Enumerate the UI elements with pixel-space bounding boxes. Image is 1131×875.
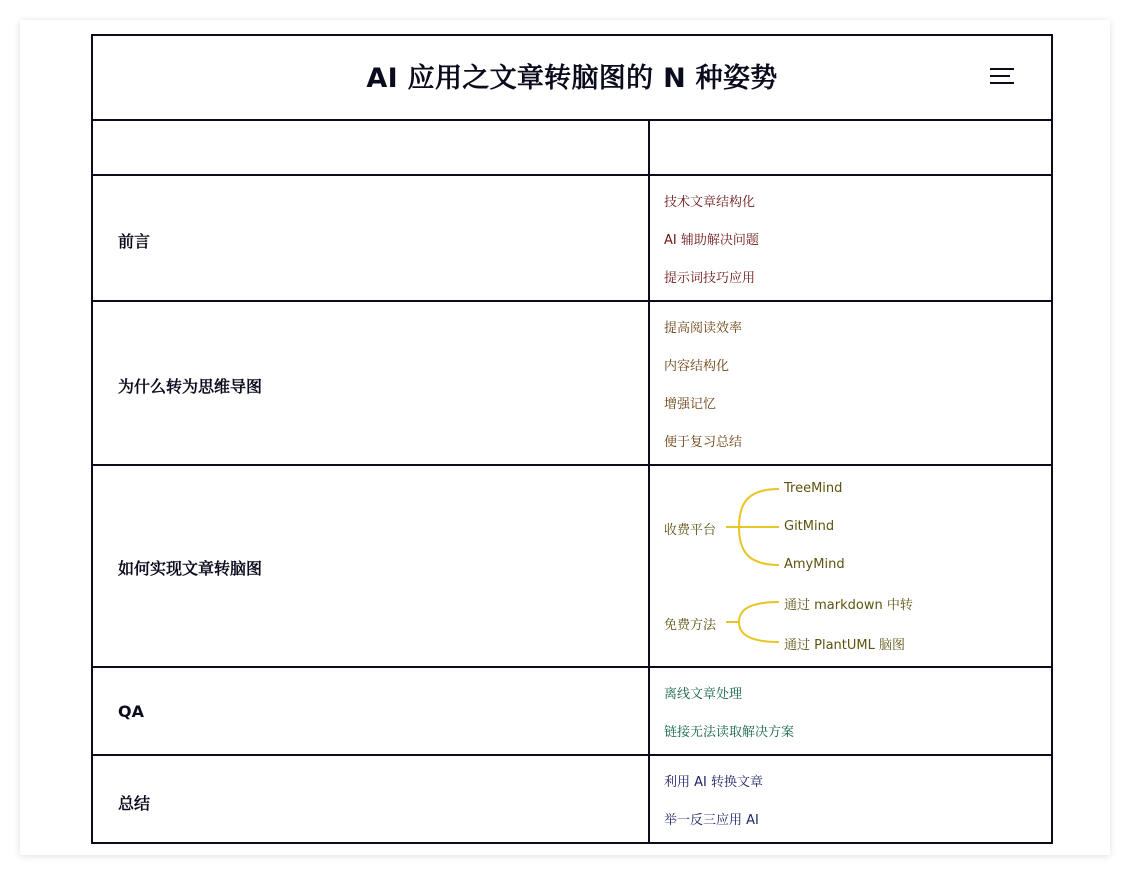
leaf-item: 通过 markdown 中转 xyxy=(784,598,913,613)
title-bar xyxy=(93,36,1051,121)
subtopic-item: 离线文章处理 xyxy=(664,687,743,702)
leaf-item: 通过 PlantUML 脑图 xyxy=(784,638,905,653)
branch-label: 免费方法 xyxy=(664,618,717,633)
page-title: AI 应用之文章转脑图的 N 种姿势 xyxy=(366,63,778,94)
subtopic-item: 利用 AI 转换文章 xyxy=(664,775,763,790)
topic-label: 前言 xyxy=(118,232,151,251)
mindmap-table xyxy=(91,34,1053,844)
table-row xyxy=(93,302,1051,466)
topic-label: 总结 xyxy=(118,794,151,813)
table-row xyxy=(93,466,1051,668)
table-row xyxy=(93,176,1051,302)
branch-label: 收费平台 xyxy=(664,523,717,538)
table-row xyxy=(93,756,1051,842)
mindmap-card xyxy=(20,20,1110,855)
leaf-item: AmyMind xyxy=(784,557,845,572)
empty-header-row xyxy=(93,121,1051,176)
subtopic-item: 技术文章结构化 xyxy=(664,195,756,210)
subtopic-item: 链接无法读取解决方案 xyxy=(664,725,795,740)
topic-label: 如何实现文章转脑图 xyxy=(118,559,263,578)
table-row xyxy=(93,668,1051,756)
subtopic-item: 提高阅读效率 xyxy=(664,321,743,336)
subtopic-item: 举一反三应用 AI xyxy=(664,813,759,828)
subtopic-item: AI 辅助解决问题 xyxy=(664,233,759,248)
subtopic-item: 增强记忆 xyxy=(664,397,717,412)
subtopic-item: 提示词技巧应用 xyxy=(664,271,756,286)
branch-connectors xyxy=(93,466,1051,666)
subtopic-item: 内容结构化 xyxy=(664,359,730,374)
topic-label: QA xyxy=(118,702,144,721)
leaf-item: TreeMind xyxy=(784,481,843,496)
subtopic-item: 便于复习总结 xyxy=(664,435,743,450)
topic-label: 为什么转为思维导图 xyxy=(118,377,263,396)
leaf-item: GitMind xyxy=(784,519,835,534)
hamburger-menu-icon[interactable] xyxy=(990,67,1016,89)
